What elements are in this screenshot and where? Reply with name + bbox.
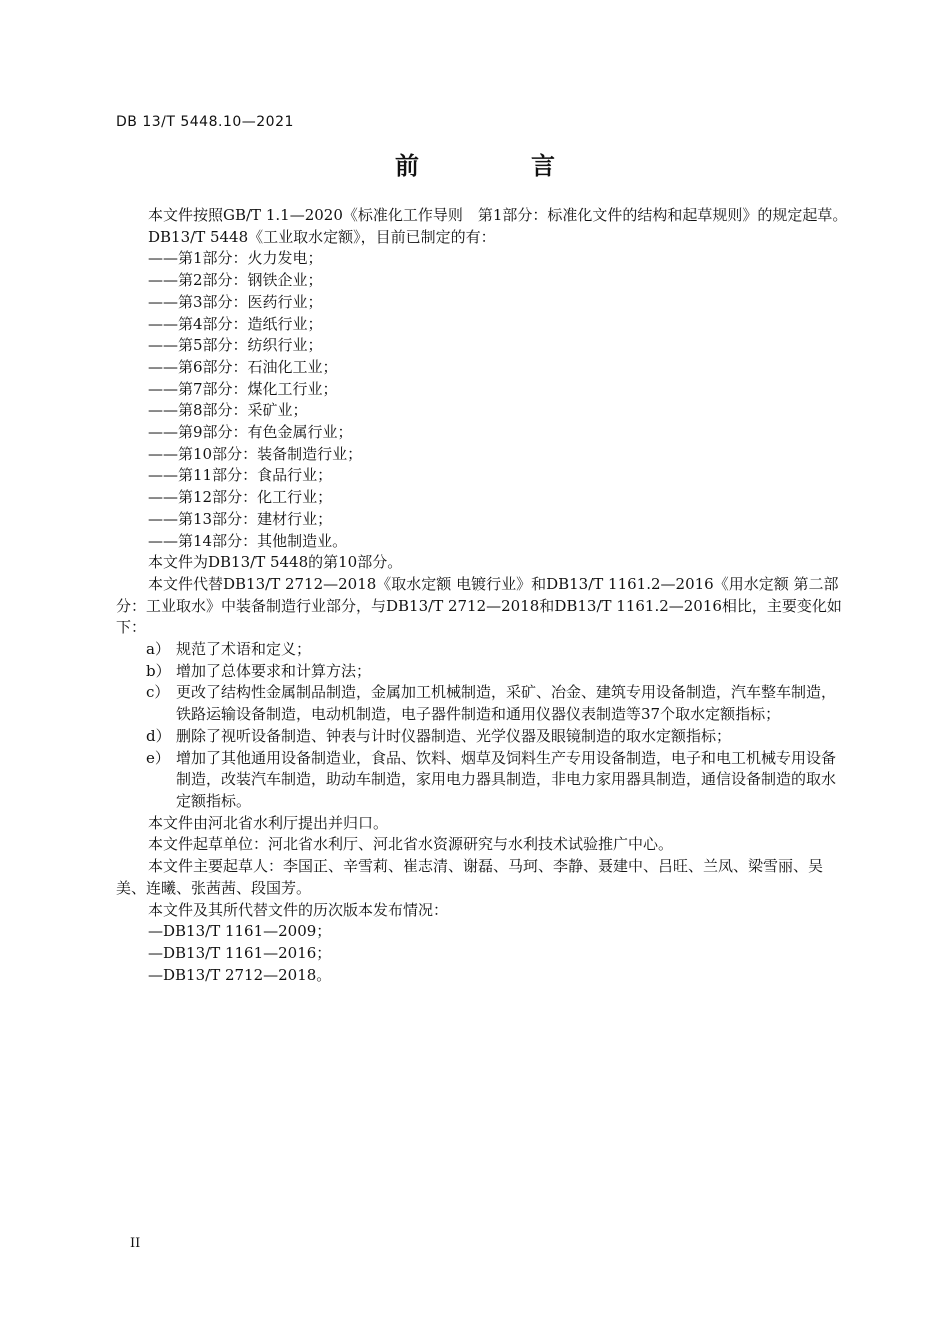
paragraph-drafting-rules: 本文件按照GB/T 1.1—2020《标准化工作导则 第1部分：标准化文件的结构和起草规则》的规定起草。 [148,206,848,224]
paragraph-version-history: 本文件及其所代替文件的历次版本发布情况： [148,900,449,919]
list-item: ——第5部分：纺织行业； [148,336,323,355]
list-item: ——第12部分：化工行业； [148,488,333,507]
list-item: ——第6部分：石油化工业； [148,357,338,376]
list-marker: b） [146,661,171,680]
list-item-text: 增加了其他通用设备制造业，食品、饮料、烟草及饲料生产专用设备制造，电子和电工机械专用设备制造，改装汽车制造，助动车制造，家用电力器具制造，非电力家用器具制造，通信设备制造的取水定额指标。 [176,748,837,810]
page-title: 前 言 [395,152,599,180]
list-item: ——第4部分：造纸行业； [148,314,323,333]
list-item: ——第8部分：采矿业； [148,401,308,420]
list-item: ——第3部分：医药行业； [148,292,323,311]
changes-list [116,639,850,813]
paragraph-series-intro: DB13/T 5448《工业取水定额》，目前已制定的有： [148,227,496,246]
list-item-text: 规范了术语和定义； [176,640,312,659]
list-item [116,748,850,813]
list-item: —DB13/T 1161—2016； [148,943,332,962]
paragraph-proposer: 本文件由河北省水利厅提出并归口。 [148,813,389,832]
list-item: ——第11部分：食品行业； [148,466,333,485]
paragraph-drafters: 本文件主要起草人：李国正、辛雪莉、崔志清、谢磊、马珂、李静、聂建中、吕旺、兰凤、梁雪丽、吴美、连曦、张茜茜、段国芳。 [116,857,824,897]
list-item [116,639,850,661]
versions-list [116,921,850,986]
list-item: ——第7部分：煤化工行业； [148,379,338,398]
list-item-text: 删除了视听设备制造、钟表与计时仪器制造、光学仪器及眼镜制造的取水定额指标； [176,726,732,745]
paragraph-part-statement: 本文件为DB13/T 5448的第10部分。 [148,553,403,572]
list-item [116,682,850,725]
page-number: II [130,1236,141,1251]
list-item: —DB13/T 2712—2018。 [148,965,332,984]
list-item [116,726,850,748]
list-item: —DB13/T 1161—2009； [148,922,332,941]
list-item: ——第9部分：有色金属行业； [148,423,353,442]
list-marker: a） [146,640,170,659]
parts-list [116,248,850,552]
paragraph-drafting-units: 本文件起草单位：河北省水利厅、河北省水资源研究与水利技术试验推广中心。 [148,835,674,854]
list-item: ——第13部分：建材行业； [148,509,333,528]
list-item: ——第10部分：装备制造行业； [148,444,363,463]
list-marker: e） [146,748,170,767]
list-item-text: 更改了结构性金属制品制造，金属加工机械制造，采矿、冶金、建筑专用设备制造，汽车整车制造，铁路运输设备制造，电动机制造，电子器件制造和通用仪器仪表制造等37个取水定额指标； [176,683,837,724]
list-item: ——第1部分：火力发电； [148,249,323,268]
list-marker: d） [146,726,171,745]
foreword-body [116,205,850,986]
list-item [116,661,850,683]
list-item-text: 增加了总体要求和计算方法； [176,661,372,680]
list-item: ——第14部分：其他制造业。 [148,531,348,550]
list-item: ——第2部分：钢铁企业； [148,271,323,290]
paragraph-replacement: 本文件代替DB13/T 2712—2018《取水定额 电镀行业》和DB13/T 1161.2—2016《用水定额 第二部分：工业取水》中装备制造行业部分，与DB13/T 2712—2018和DB13/T 1161.2—2016相比，主要变化如下： [116,574,842,637]
document-code: DB 13/T 5448.10—2021 [116,114,294,130]
list-marker: c） [146,683,170,702]
